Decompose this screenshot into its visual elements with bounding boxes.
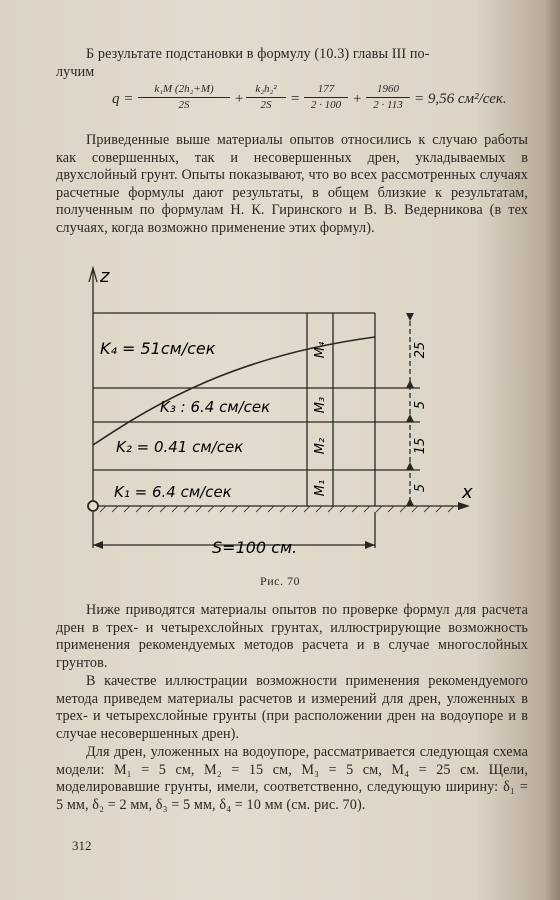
dim-arrow-3-icon: [406, 414, 414, 422]
dim-5-lower: 5: [413, 483, 428, 493]
formula-plus-1: +: [234, 91, 245, 107]
intro-line-2: лучим: [56, 63, 95, 80]
s-dimension-label: S=100 см.: [212, 538, 298, 557]
drain-marker: [88, 501, 98, 511]
label-m2: M₂: [313, 437, 328, 455]
formula-f1-denominator: 2S: [178, 99, 190, 111]
z-axis-label: z: [100, 266, 110, 287]
paragraph-2: [56, 602, 528, 672]
formula-f4-numerator: 1960: [366, 82, 410, 98]
label-m4: M₄: [313, 341, 328, 359]
paragraph-4: [56, 744, 528, 814]
s-arrow-left-icon: [93, 541, 103, 549]
label-m1: M₁: [313, 479, 328, 497]
formula-equals: =: [290, 91, 301, 107]
formula-plus-2: +: [352, 91, 363, 107]
figure-caption: Рис. 70: [260, 574, 300, 588]
paragraph-3-text: В качестве иллюстрации возможности применения рекомендуемого метода приведем материалы расчетов и измерений для дрен, уложенных в трех- и четырехслойные грунты (при расположении дрен на водоупоре и в случае несовершенных дрен).: [56, 673, 528, 742]
dim-arrow-4-icon: [406, 462, 414, 470]
formula-f1-numerator: k₁M (2h₂+M): [138, 82, 230, 98]
formula-result: = 9,56 см²/сек.: [414, 91, 507, 107]
label-k3: K₃ : 6.4 см/сек: [160, 398, 271, 416]
dim-arrow-1-icon: [406, 313, 414, 321]
label-k2: K₂ = 0.41 см/сек: [116, 438, 244, 456]
s-arrow-right-icon: [365, 541, 375, 549]
formula-lhs: q =: [112, 91, 134, 107]
label-k4: K₄ = 51см/сек: [100, 339, 216, 358]
paragraph-3: [56, 673, 528, 743]
formula-f4-denominator: 2 · 113: [373, 99, 403, 111]
dim-15: 15: [413, 437, 428, 455]
intro-line-1: Б результате подстановки в формулу (10.3) главы III по-: [86, 46, 430, 62]
formula-f2-numerator: k₂h₂²: [246, 82, 286, 98]
x-axis-arrow-icon: [458, 502, 470, 510]
ground-hatching: [100, 506, 454, 512]
dim-arrow-5-icon: [406, 498, 414, 506]
dim-25: 25: [413, 341, 428, 359]
dim-5-upper: 5: [413, 400, 428, 410]
formula-f3-numerator: 177: [304, 82, 348, 98]
label-m3: M₃: [313, 396, 328, 414]
formula-f3-denominator: 2 · 100: [310, 99, 342, 111]
formula-f2-denominator: 2S: [260, 99, 272, 111]
dim-arrow-2-icon: [406, 380, 414, 388]
page-number: 312: [72, 838, 92, 853]
paragraph-1-text: Приведенные выше материалы опытов относились к случаю работы как совершенных, так и несовершенных дрен, укладываемых в двухслойный грунт. Опыты показывают, что во всех рассмотренных случаях расчетные формулы дают результаты, в общем близкие к результатам, полученным по формулам Н. К. Гиринского и В. В. Ведерникова (в тех случаях, когда возможно применение этих формул).: [56, 132, 528, 236]
x-axis-label: x: [462, 482, 473, 503]
label-k1: K₁ = 6.4 см/сек: [114, 483, 232, 501]
paragraph-4-text: Для дрен, уложенных на водоупоре, рассматривается следующая схема модели: M₁ = 5 см, M₂ = 15 см, M₃ = 5 см, M₄ = 25 см. Щели, моделировавшие грунты, имели, соответственно, следующую ширину: δ₁ = 5 мм, δ₂ = 2 мм, δ₃ = 5 мм, δ₄ = 10 мм (см. рис. 70).: [56, 744, 528, 813]
paragraph-2-text: Ниже приводятся материалы опытов по проверке формул для расчета дрен в трех- и четырехслойных грунтах, иллюстрирующие возможность применения рекомендуемых методов расчета и в случае многослойных грунтов.: [56, 602, 528, 671]
